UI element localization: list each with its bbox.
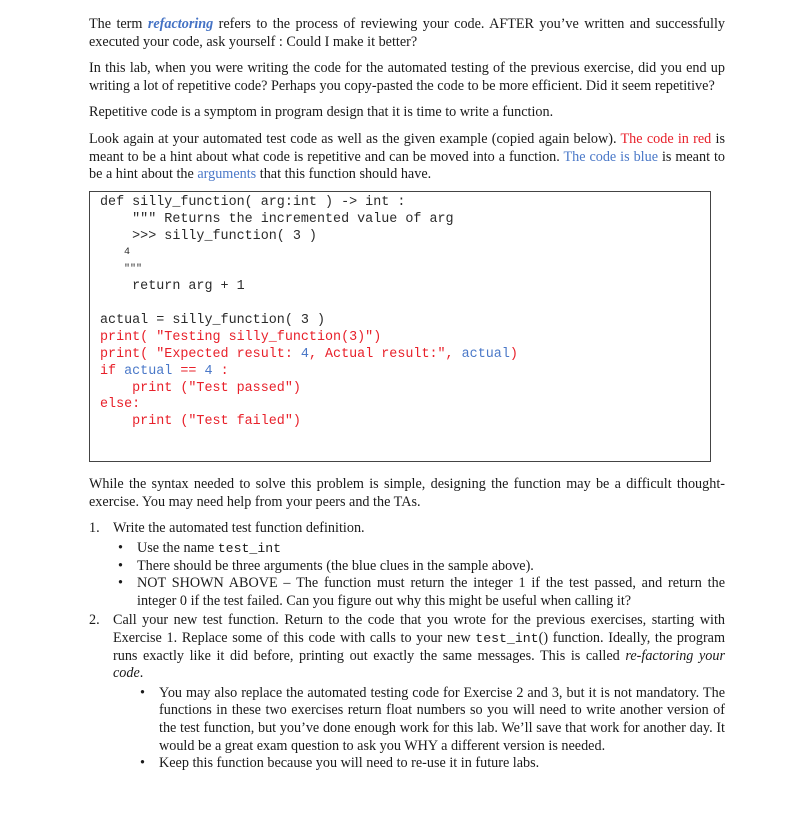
- code-line-red: print ("Test failed"): [100, 414, 301, 430]
- bullet-icon: •: [118, 540, 123, 556]
- inline-code: test_int: [475, 630, 539, 646]
- bullet-icon: •: [118, 557, 123, 574]
- code-line: return arg + 1: [100, 279, 245, 295]
- list-item: • NOT SHOWN ABOVE – The function must return the integer 1 if the test passed, and return the integer 0 if the test failed. Can you figure out why this might be useful when calling it?: [118, 575, 725, 609]
- list-item: • Keep this function because you will need to re-use it in future labs.: [140, 755, 540, 772]
- step-1: [89, 520, 725, 610]
- intro-paragraph-refactoring: The term refactoring refers to the process of reviewing your code. AFTER you’ve written and successfully executed your code, ask yourself : Could I make it better?: [89, 16, 725, 50]
- arguments-text: arguments: [197, 166, 257, 183]
- code-line: >>> silly_function( 3 ): [100, 228, 317, 244]
- intro-paragraph-hint: Look again at your automated test code as well as the given example (copied again below). The code in red is meant to be a hint about what code is repetitive and can be moved into a function. The code is blue is meant to be a hint about the arguments that this function should have.: [89, 130, 725, 183]
- code-line: def silly_function( arg:int ) -> int :: [100, 194, 406, 210]
- code-line: 4: [100, 247, 131, 259]
- syntax-paragraph: While the syntax needed to solve this problem is simple, designing the function may be a difficult thought-exercise. You may need help from your peers and the TAs.: [89, 476, 725, 510]
- intro-paragraph-lab: In this lab, when you were writing the code for the automated testing of the previous exercise, did you end up writing a lot of repetitive code? Perhaps you copy-pasted the code to be more efficient. Did it seem repetitive?: [89, 60, 725, 94]
- code-line-mixed: print( "Expected result: 4, Actual result:", actual): [100, 346, 518, 362]
- blue-hint-text: The code is blue: [563, 148, 658, 165]
- code-line: """ Returns the incremented value of arg: [100, 211, 454, 227]
- bullet-icon: •: [118, 575, 123, 592]
- step-2: 2. Call your new test function. Return to the code that you wrote for the previous exercises, starting with Exercise 1. Replace some of this code with calls to your new test_int() function. Ideally, the program runs exactly like it did before, printing out exactly the same messages. This is called re-factoring your code. • You may also replace the automated testing code for Exercise 2 and 3, but it is not mandatory. The functions in these two exercises return float numbers so you will need to write another version of the test function, but you’ve done enough work for this lab. We’ll save that work for another day. It would be a great exam question to ask you WHY a different version is needed. • Keep this function because you will need to re-use it in future labs.: [89, 612, 725, 772]
- step-2-bullets: [135, 685, 725, 773]
- step-number: 2.: [89, 612, 100, 629]
- bullet-icon: •: [140, 684, 145, 701]
- code-line: """: [100, 264, 143, 276]
- step-number: 1.: [89, 520, 100, 537]
- steps-list: [89, 520, 725, 772]
- list-item: • Use the name test_int: [118, 540, 282, 556]
- code-line-red: print( "Testing silly_function(3)"): [100, 329, 382, 345]
- code-line-red: else:: [100, 397, 141, 413]
- code-line-mixed: if actual == 4 :: [100, 363, 229, 379]
- step-text: Write the automated test function definition.: [113, 520, 365, 537]
- step-1-bullets: [113, 540, 725, 610]
- list-item: • You may also replace the automated testing code for Exercise 2 and 3, but it is not mandatory. The functions in these two exercises return float numbers so you will need to write another version of the test function, but you’ve done enough work for this lab. We’ll save that work for another day. It would be a great exam question to ask you WHY a different version is needed.: [140, 684, 725, 754]
- document-page: [89, 16, 725, 775]
- refactoring-keyword: refactoring: [147, 16, 214, 32]
- code-line-red: print ("Test passed"): [100, 380, 301, 396]
- red-hint-text: The code in red: [620, 130, 712, 147]
- bullet-icon: •: [140, 755, 145, 772]
- code-line: actual = silly_function( 3 ): [100, 312, 325, 328]
- inline-code: test_int: [217, 541, 282, 556]
- code-example-box: [89, 191, 711, 462]
- list-item: • There should be three arguments (the blue clues in the sample above).: [118, 557, 534, 574]
- intro-paragraph-repetitive: Repetitive code is a symptom in program design that it is time to write a function.: [89, 104, 554, 121]
